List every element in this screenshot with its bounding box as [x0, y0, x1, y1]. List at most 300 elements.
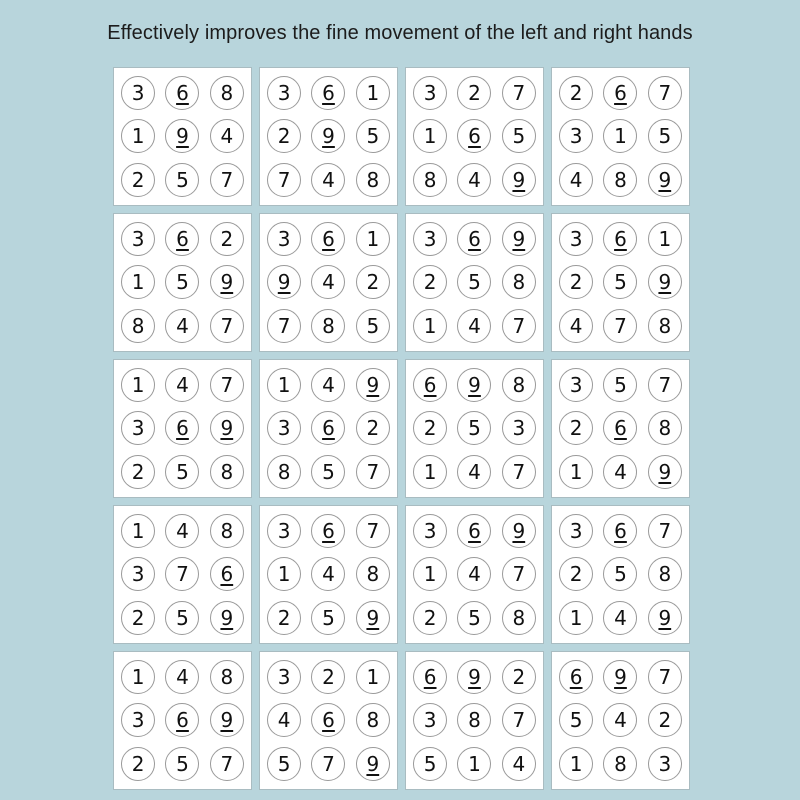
number-label: 6 [176, 708, 189, 733]
number-disc [648, 163, 682, 197]
number-label: 9 [658, 606, 672, 631]
number-disc [457, 747, 491, 781]
number-label: 2 [131, 168, 145, 193]
puzzle-card [551, 213, 690, 352]
number-label: 8 [614, 752, 627, 777]
number-disc [121, 119, 155, 153]
number-label: 1 [569, 460, 583, 485]
number-label: 3 [131, 562, 145, 587]
number-label: 7 [512, 314, 526, 339]
number-disc [267, 309, 301, 343]
number-disc [121, 557, 155, 591]
number-disc [559, 703, 593, 737]
number-label: 4 [322, 270, 335, 295]
number-disc [413, 514, 447, 548]
number-label: 7 [614, 314, 627, 339]
number-disc [502, 747, 536, 781]
number-label: 9 [658, 168, 672, 193]
number-disc [559, 747, 593, 781]
number-label: 5 [176, 270, 189, 295]
number-disc [457, 601, 491, 635]
number-label: 4 [569, 168, 583, 193]
number-label: 8 [131, 314, 145, 339]
number-label: 1 [423, 314, 437, 339]
number-disc [648, 601, 682, 635]
number-disc [121, 222, 155, 256]
number-disc [648, 514, 682, 548]
puzzle-card [113, 505, 252, 644]
number-disc [603, 76, 637, 110]
number-label: 9 [512, 168, 526, 193]
number-label: 7 [658, 80, 672, 105]
number-disc [603, 119, 637, 153]
number-disc [210, 514, 244, 548]
number-label: 9 [512, 226, 526, 251]
number-label: 4 [322, 372, 335, 397]
number-disc [603, 703, 637, 737]
number-label: 6 [322, 226, 335, 251]
number-disc [267, 222, 301, 256]
number-label: 2 [423, 606, 437, 631]
number-label: 7 [512, 460, 526, 485]
number-disc [311, 368, 345, 402]
number-label: 7 [512, 708, 526, 733]
number-label: 9 [220, 416, 234, 441]
number-disc [267, 703, 301, 737]
number-label: 4 [176, 314, 189, 339]
number-label: 1 [614, 124, 627, 149]
number-label: 5 [614, 372, 627, 397]
number-label: 8 [658, 314, 672, 339]
number-disc [502, 368, 536, 402]
number-label: 6 [468, 518, 481, 543]
number-disc [121, 747, 155, 781]
number-disc [648, 76, 682, 110]
number-disc [648, 455, 682, 489]
number-label: 7 [512, 80, 526, 105]
number-label: 5 [468, 270, 481, 295]
number-disc [559, 514, 593, 548]
number-disc [356, 660, 390, 694]
number-label: 1 [131, 518, 145, 543]
number-disc [502, 514, 536, 548]
number-disc [267, 76, 301, 110]
number-label: 2 [366, 416, 380, 441]
number-label: 3 [569, 518, 583, 543]
number-disc [165, 265, 199, 299]
number-label: 8 [277, 460, 291, 485]
number-disc [413, 601, 447, 635]
number-disc [559, 119, 593, 153]
number-label: 7 [277, 168, 291, 193]
number-label: 9 [366, 372, 380, 397]
number-disc [121, 368, 155, 402]
number-label: 2 [131, 606, 145, 631]
number-label: 6 [468, 124, 481, 149]
number-disc [457, 119, 491, 153]
number-label: 2 [277, 124, 291, 149]
number-disc [121, 76, 155, 110]
puzzle-card [551, 651, 690, 790]
number-disc [267, 514, 301, 548]
number-disc [457, 557, 491, 591]
number-label: 3 [131, 80, 145, 105]
number-disc [210, 601, 244, 635]
number-label: 5 [468, 606, 481, 631]
number-label: 1 [366, 80, 380, 105]
number-label: 7 [220, 372, 234, 397]
puzzle-card [259, 651, 398, 790]
puzzle-card [405, 67, 544, 206]
puzzle-card [551, 67, 690, 206]
number-label: 2 [423, 416, 437, 441]
number-disc [502, 660, 536, 694]
number-disc [311, 747, 345, 781]
number-disc [356, 76, 390, 110]
number-disc [356, 455, 390, 489]
number-disc [267, 747, 301, 781]
number-label: 3 [569, 372, 583, 397]
number-disc [210, 163, 244, 197]
puzzle-card-grid [113, 67, 690, 790]
number-disc [603, 747, 637, 781]
number-label: 2 [512, 664, 526, 689]
number-disc [121, 265, 155, 299]
number-label: 2 [322, 664, 335, 689]
number-disc [502, 411, 536, 445]
number-label: 4 [468, 314, 481, 339]
number-label: 3 [131, 708, 145, 733]
number-disc [210, 119, 244, 153]
number-disc [603, 222, 637, 256]
number-label: 8 [614, 168, 627, 193]
number-label: 6 [176, 226, 189, 251]
number-label: 6 [468, 226, 481, 251]
number-label: 5 [366, 314, 380, 339]
number-disc [648, 309, 682, 343]
number-disc [311, 222, 345, 256]
number-label: 2 [131, 460, 145, 485]
number-label: 6 [614, 416, 627, 441]
number-label: 6 [322, 708, 335, 733]
number-label: 7 [220, 168, 234, 193]
number-disc [356, 163, 390, 197]
number-disc [457, 222, 491, 256]
number-disc [413, 411, 447, 445]
number-disc [311, 514, 345, 548]
number-disc [648, 747, 682, 781]
number-disc [413, 747, 447, 781]
number-label: 3 [423, 226, 437, 251]
number-disc [603, 601, 637, 635]
number-disc [210, 747, 244, 781]
number-disc [267, 119, 301, 153]
number-disc [457, 703, 491, 737]
number-disc [457, 76, 491, 110]
number-label: 2 [658, 708, 672, 733]
number-disc [648, 119, 682, 153]
number-disc [559, 660, 593, 694]
number-label: 1 [569, 606, 583, 631]
number-disc [121, 163, 155, 197]
number-disc [502, 455, 536, 489]
number-disc [413, 557, 447, 591]
number-disc [502, 557, 536, 591]
number-label: 6 [322, 518, 335, 543]
number-disc [502, 76, 536, 110]
number-label: 2 [277, 606, 291, 631]
number-label: 3 [131, 226, 145, 251]
number-label: 6 [220, 562, 234, 587]
number-disc [210, 265, 244, 299]
number-label: 1 [366, 664, 380, 689]
number-disc [165, 411, 199, 445]
number-label: 1 [658, 226, 672, 251]
number-label: 1 [468, 752, 481, 777]
number-disc [457, 411, 491, 445]
number-disc [165, 455, 199, 489]
number-disc [165, 660, 199, 694]
number-disc [210, 222, 244, 256]
number-label: 6 [176, 416, 189, 441]
number-label: 8 [322, 314, 335, 339]
number-disc [502, 163, 536, 197]
number-label: 5 [176, 168, 189, 193]
number-label: 4 [614, 708, 627, 733]
number-label: 5 [322, 606, 335, 631]
number-label: 5 [176, 460, 189, 485]
number-label: 4 [614, 460, 627, 485]
number-label: 8 [366, 168, 380, 193]
number-label: 4 [512, 752, 526, 777]
number-disc [165, 163, 199, 197]
number-disc [413, 309, 447, 343]
number-label: 1 [423, 562, 437, 587]
number-disc [356, 514, 390, 548]
number-label: 7 [220, 314, 234, 339]
number-label: 5 [614, 562, 627, 587]
number-disc [267, 601, 301, 635]
puzzle-card [405, 651, 544, 790]
number-label: 7 [658, 372, 672, 397]
number-disc [413, 163, 447, 197]
number-label: 1 [131, 664, 145, 689]
number-disc [356, 265, 390, 299]
number-label: 5 [366, 124, 380, 149]
number-label: 2 [366, 270, 380, 295]
number-disc [559, 557, 593, 591]
number-disc [267, 368, 301, 402]
number-disc [356, 368, 390, 402]
puzzle-card [259, 213, 398, 352]
number-disc [121, 601, 155, 635]
number-label: 3 [131, 416, 145, 441]
number-label: 9 [468, 664, 481, 689]
number-label: 7 [658, 518, 672, 543]
number-label: 1 [423, 124, 437, 149]
number-label: 8 [220, 664, 234, 689]
number-disc [210, 660, 244, 694]
number-label: 1 [277, 562, 291, 587]
puzzle-card [405, 505, 544, 644]
number-disc [413, 119, 447, 153]
number-disc [210, 557, 244, 591]
number-disc [121, 703, 155, 737]
number-disc [648, 222, 682, 256]
number-label: 7 [322, 752, 335, 777]
number-disc [457, 265, 491, 299]
number-label: 8 [220, 80, 234, 105]
number-label: 8 [512, 372, 526, 397]
number-disc [559, 411, 593, 445]
number-label: 6 [423, 664, 437, 689]
number-label: 6 [614, 518, 627, 543]
number-disc [210, 368, 244, 402]
number-label: 3 [512, 416, 526, 441]
number-disc [457, 309, 491, 343]
number-disc [413, 455, 447, 489]
number-label: 9 [366, 606, 380, 631]
number-label: 5 [176, 752, 189, 777]
number-label: 4 [322, 562, 335, 587]
number-label: 8 [512, 606, 526, 631]
number-disc [210, 455, 244, 489]
number-label: 9 [220, 270, 234, 295]
number-label: 9 [658, 460, 672, 485]
number-disc [457, 368, 491, 402]
number-label: 2 [423, 270, 437, 295]
number-disc [603, 265, 637, 299]
number-disc [210, 411, 244, 445]
number-label: 6 [569, 664, 583, 689]
number-disc [311, 455, 345, 489]
number-label: 6 [614, 80, 627, 105]
number-disc [356, 411, 390, 445]
number-label: 4 [322, 168, 335, 193]
number-label: 9 [614, 664, 627, 689]
number-disc [267, 411, 301, 445]
puzzle-card [405, 213, 544, 352]
number-disc [502, 119, 536, 153]
number-label: 8 [658, 416, 672, 441]
number-label: 8 [220, 518, 234, 543]
number-disc [311, 557, 345, 591]
number-disc [210, 76, 244, 110]
number-disc [356, 222, 390, 256]
number-label: 4 [614, 606, 627, 631]
number-label: 5 [322, 460, 335, 485]
puzzle-card [551, 359, 690, 498]
number-disc [603, 514, 637, 548]
number-disc [121, 514, 155, 548]
number-disc [210, 309, 244, 343]
number-label: 7 [658, 664, 672, 689]
number-label: 7 [366, 518, 380, 543]
number-label: 3 [423, 708, 437, 733]
number-label: 5 [176, 606, 189, 631]
number-label: 9 [366, 752, 380, 777]
number-label: 9 [658, 270, 672, 295]
number-label: 5 [512, 124, 526, 149]
number-label: 9 [220, 606, 234, 631]
number-label: 8 [423, 168, 437, 193]
puzzle-card [113, 651, 252, 790]
number-disc [648, 557, 682, 591]
number-label: 5 [658, 124, 672, 149]
number-label: 6 [614, 226, 627, 251]
number-disc [648, 703, 682, 737]
number-disc [502, 265, 536, 299]
number-disc [121, 411, 155, 445]
number-disc [165, 557, 199, 591]
number-label: 8 [512, 270, 526, 295]
number-label: 2 [569, 416, 583, 441]
number-disc [603, 163, 637, 197]
number-disc [559, 368, 593, 402]
number-disc [267, 455, 301, 489]
number-disc [648, 368, 682, 402]
number-label: 4 [569, 314, 583, 339]
number-disc [502, 222, 536, 256]
number-label: 8 [366, 708, 380, 733]
number-label: 7 [277, 314, 291, 339]
number-disc [603, 309, 637, 343]
number-label: 1 [366, 226, 380, 251]
number-label: 3 [277, 518, 291, 543]
number-disc [311, 601, 345, 635]
number-label: 1 [131, 270, 145, 295]
puzzle-card [259, 359, 398, 498]
number-label: 3 [277, 80, 291, 105]
number-disc [559, 265, 593, 299]
number-disc [165, 309, 199, 343]
number-disc [311, 309, 345, 343]
number-label: 1 [277, 372, 291, 397]
number-disc [311, 76, 345, 110]
number-disc [165, 747, 199, 781]
number-disc [603, 455, 637, 489]
number-label: 2 [569, 270, 583, 295]
number-label: 2 [131, 752, 145, 777]
number-disc [267, 163, 301, 197]
number-label: 9 [277, 270, 291, 295]
puzzle-card [113, 67, 252, 206]
puzzle-card [259, 505, 398, 644]
number-disc [311, 265, 345, 299]
number-label: 5 [423, 752, 437, 777]
number-label: 5 [277, 752, 291, 777]
number-disc [502, 601, 536, 635]
number-label: 8 [220, 460, 234, 485]
number-disc [165, 119, 199, 153]
number-disc [311, 660, 345, 694]
number-label: 1 [131, 372, 145, 397]
puzzle-card [113, 213, 252, 352]
number-label: 8 [658, 562, 672, 587]
number-label: 3 [277, 226, 291, 251]
number-disc [356, 747, 390, 781]
number-disc [267, 557, 301, 591]
number-label: 5 [468, 416, 481, 441]
number-disc [267, 265, 301, 299]
number-label: 3 [569, 226, 583, 251]
number-disc [356, 703, 390, 737]
number-label: 6 [176, 80, 189, 105]
number-disc [210, 703, 244, 737]
number-disc [457, 163, 491, 197]
number-disc [121, 309, 155, 343]
number-label: 7 [176, 562, 189, 587]
